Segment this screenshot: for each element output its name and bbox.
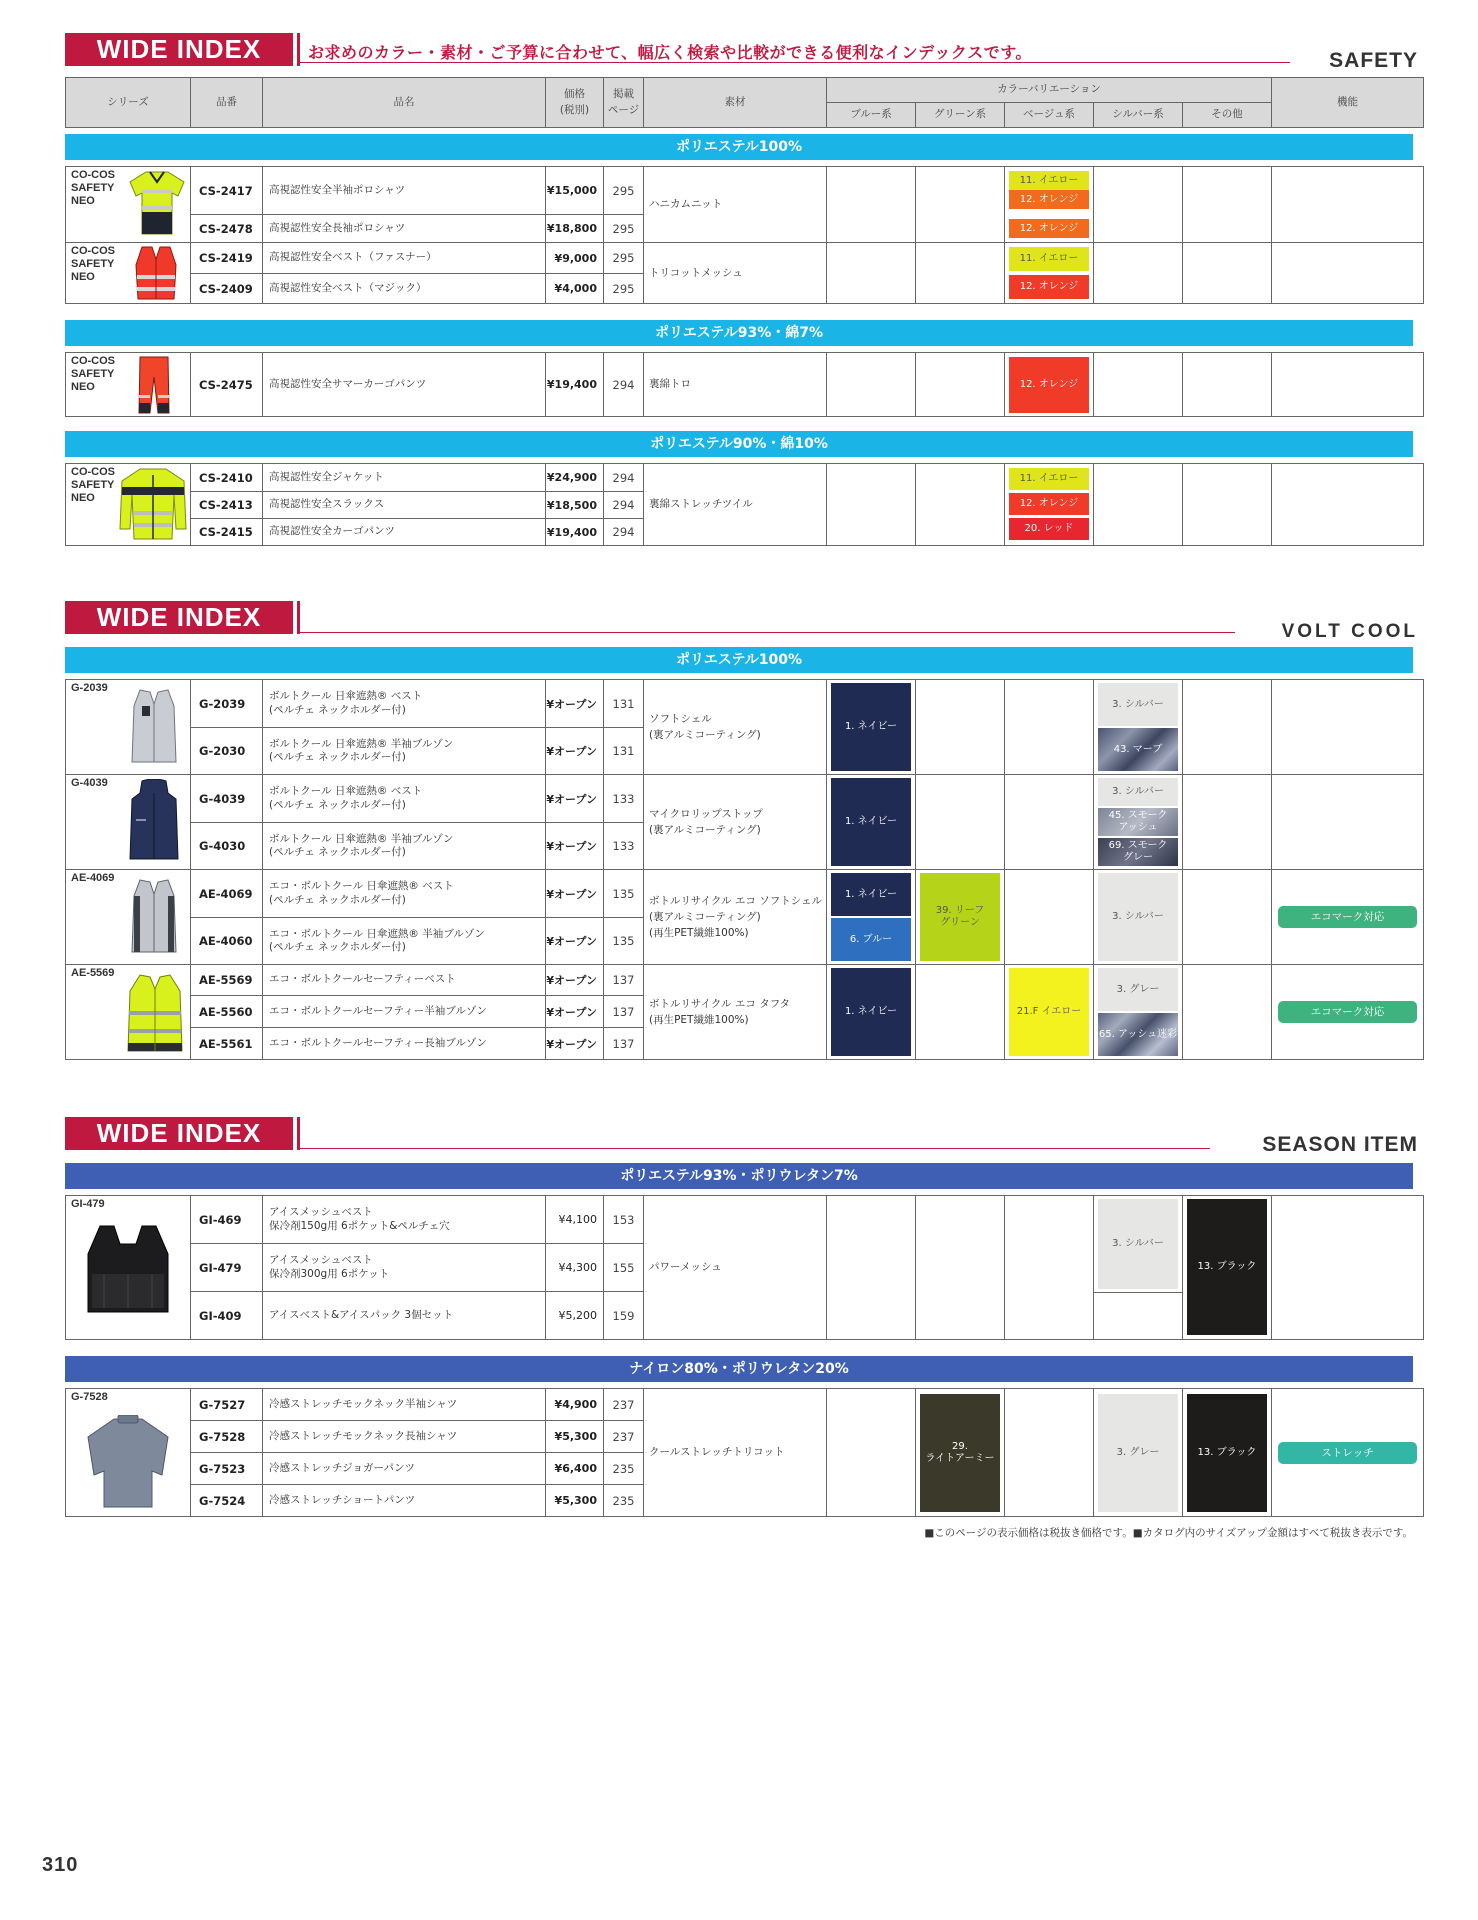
hi-vis-jacket-image xyxy=(118,467,188,541)
blue-cell xyxy=(827,775,916,870)
green-cell xyxy=(916,775,1005,870)
green-cell xyxy=(916,464,1005,546)
safety-table-3 xyxy=(65,463,1424,546)
product-price: ¥オープン xyxy=(546,775,604,823)
product-page: 153 xyxy=(604,1196,644,1244)
product-page: 137 xyxy=(604,1028,644,1060)
swatch-silver: 3. シルバー xyxy=(1098,683,1178,726)
material-cell: パワーメッシュ xyxy=(644,1196,827,1340)
product-price: ¥5,300 xyxy=(546,1485,604,1517)
product-price: ¥オープン xyxy=(546,918,604,965)
product-page: 295 xyxy=(604,215,644,243)
beige-cell xyxy=(1005,167,1094,243)
blue-cell xyxy=(827,1196,916,1340)
product-price: ¥15,000 xyxy=(546,167,604,215)
product-code: G-7528 xyxy=(191,1421,263,1453)
blue-cell xyxy=(827,243,916,304)
footnote: ■このページの表示価格は税抜き価格です。■カタログ内のサイズアップ金額はすべて税抜き表示です。 xyxy=(924,1527,1413,1539)
swatch-ash-camo: 65. アッシュ迷彩 xyxy=(1098,1013,1178,1056)
hdr-beige: ベージュ系 xyxy=(1005,103,1094,128)
product-name: アイスメッシュベスト 保冷剤300g用 6ポケット xyxy=(263,1244,546,1292)
swatch-navy: 1. ネイビー xyxy=(831,778,911,866)
product-code: G-7523 xyxy=(191,1453,263,1485)
product-code: AE-5561 xyxy=(191,1028,263,1060)
hi-vis-safety-vest-image xyxy=(124,973,186,1053)
function-cell xyxy=(1272,243,1424,304)
product-name: 冷感ストレッチショートパンツ xyxy=(263,1485,546,1517)
series-name: AE-4069 xyxy=(71,872,115,884)
gray-vest-image xyxy=(126,688,182,766)
product-code: CS-2478 xyxy=(191,215,263,243)
season-table-1 xyxy=(65,1195,1424,1340)
silver-cell xyxy=(1094,353,1183,417)
hdr-blue: ブルー系 xyxy=(827,103,916,128)
wide-index-badge: WIDE INDEX xyxy=(65,33,293,66)
index-header-table xyxy=(65,77,1424,128)
product-page: 131 xyxy=(604,728,644,775)
product-price: ¥19,400 xyxy=(546,353,604,417)
swatch-yellow: 11. イエロー xyxy=(1009,247,1089,271)
product-price: ¥オープン xyxy=(546,728,604,775)
product-code: G-7524 xyxy=(191,1485,263,1517)
product-name: 高視認性安全半袖ポロシャツ xyxy=(263,167,546,215)
safety-table-1 xyxy=(65,166,1424,304)
polo-shirt-image xyxy=(128,170,186,236)
series-name: G-4039 xyxy=(71,777,108,789)
cargo-pants-image xyxy=(136,355,172,415)
product-name: アイスベスト&アイスパック 3個セット xyxy=(263,1292,546,1340)
function-cell xyxy=(1272,1196,1424,1340)
product-code: CS-2410 xyxy=(191,464,263,492)
product-code: GI-409 xyxy=(191,1292,263,1340)
product-price: ¥24,900 xyxy=(546,464,604,492)
series-name: G-7528 xyxy=(71,1391,108,1403)
swatch-leaf-green: 39. リーフ グリーン xyxy=(920,873,1000,961)
product-page: 237 xyxy=(604,1389,644,1421)
product-page: 294 xyxy=(604,353,644,417)
product-page: 294 xyxy=(604,519,644,546)
hdr-silver: シルバー系 xyxy=(1094,103,1183,128)
beige-cell xyxy=(1005,464,1094,546)
series-name: CO-COS SAFETY NEO xyxy=(71,169,115,207)
series-name: CO-COS SAFETY NEO xyxy=(71,355,115,393)
hdr-other: その他 xyxy=(1183,103,1272,128)
hdr-code: 品番 xyxy=(191,78,263,128)
series-cell xyxy=(66,243,191,304)
product-price: ¥19,400 xyxy=(546,519,604,546)
volt-cool-table xyxy=(65,679,1424,1060)
product-code: CS-2417 xyxy=(191,167,263,215)
series-cell xyxy=(66,464,191,546)
series-name: CO-COS SAFETY NEO xyxy=(71,245,115,283)
function-cell xyxy=(1272,353,1424,417)
product-name: ボルトクール 日傘遮熱® ベスト (ペルチェ ネックホルダー付) xyxy=(263,775,546,823)
other-cell xyxy=(1183,167,1272,243)
swatch-navy: 1. ネイビー xyxy=(831,683,911,771)
product-name: 高視認性安全カーゴパンツ xyxy=(263,519,546,546)
product-name: 高視認性安全ベスト（マジック） xyxy=(263,274,546,304)
silver-cell xyxy=(1094,1389,1183,1517)
gray-vest-image xyxy=(126,878,182,956)
product-code: G-7527 xyxy=(191,1389,263,1421)
material-cell: トリコットメッシュ xyxy=(644,243,827,304)
green-cell xyxy=(916,965,1005,1060)
function-cell xyxy=(1272,167,1424,243)
swatch-divider xyxy=(1094,1292,1182,1293)
series-name: G-2039 xyxy=(71,682,108,694)
beige-cell xyxy=(1005,353,1094,417)
product-code: CS-2415 xyxy=(191,519,263,546)
blue-cell xyxy=(827,965,916,1060)
beige-cell xyxy=(1005,965,1094,1060)
silver-cell xyxy=(1094,965,1183,1060)
product-code: AE-5569 xyxy=(191,965,263,996)
silver-cell xyxy=(1094,464,1183,546)
product-page: 137 xyxy=(604,965,644,996)
function-cell xyxy=(1272,464,1424,546)
product-code: CS-2409 xyxy=(191,274,263,304)
blue-cell xyxy=(827,680,916,775)
product-price: ¥オープン xyxy=(546,870,604,918)
swatch-blue: 6. ブルー xyxy=(831,918,911,961)
hdr-function: 機能 xyxy=(1272,78,1424,128)
blue-cell xyxy=(827,353,916,417)
series-name: CO-COS SAFETY NEO xyxy=(71,466,115,504)
product-code: G-4039 xyxy=(191,775,263,823)
product-name: ボルトクール 日傘遮熱® ベスト (ペルチェ ネックホルダー付) xyxy=(263,680,546,728)
swatch-black: 13. ブラック xyxy=(1187,1394,1267,1512)
category-volt-cool: VOLT COOL xyxy=(1281,621,1418,642)
swatch-smoke-ash: 45. スモーク アッシュ xyxy=(1098,808,1178,836)
other-cell xyxy=(1183,775,1272,870)
silver-cell xyxy=(1094,1196,1183,1340)
hdr-price: 価格 (税別) xyxy=(546,78,604,128)
product-name: ボルトクール 日傘遮熱® 半袖ブルゾン (ペルチェ ネックホルダー付) xyxy=(263,728,546,775)
product-name: 冷感ストレッチモックネック半袖シャツ xyxy=(263,1389,546,1421)
ice-mesh-vest-image xyxy=(80,1224,176,1316)
product-name: ボルトクール 日傘遮熱® 半袖ブルゾン (ペルチェ ネックホルダー付) xyxy=(263,823,546,870)
navy-hooded-vest-image xyxy=(124,779,184,861)
eco-mark-badge: エコマーク対応 xyxy=(1278,1001,1417,1023)
hdr-green: グリーン系 xyxy=(916,103,1005,128)
swatch-gray: 3. グレー xyxy=(1098,968,1178,1011)
product-page: 295 xyxy=(604,243,644,274)
swatch-navy: 1. ネイビー xyxy=(831,968,911,1056)
swatch-silver: 3. シルバー xyxy=(1098,778,1178,806)
silver-cell xyxy=(1094,870,1183,965)
product-name: エコ・ボルトクールセーフティー長袖ブルゾン xyxy=(263,1028,546,1060)
series-cell xyxy=(66,353,191,417)
material-bar: ポリエステル100% xyxy=(65,134,1413,160)
function-cell xyxy=(1272,775,1424,870)
product-name: 高視認性安全スラックス xyxy=(263,492,546,519)
swatch-orange: 12. オレンジ xyxy=(1009,219,1089,238)
season-table-2 xyxy=(65,1388,1424,1517)
material-cell: ソフトシェル (裏アルミコーティング) xyxy=(644,680,827,775)
beige-cell xyxy=(1005,775,1094,870)
safety-vest-image xyxy=(128,245,184,301)
swatch-marble: 43. マーブ xyxy=(1098,728,1178,771)
product-page: 295 xyxy=(604,167,644,215)
swatch-fluorescent-yellow: 21.F イエロー xyxy=(1009,968,1089,1056)
other-cell xyxy=(1183,353,1272,417)
product-code: G-4030 xyxy=(191,823,263,870)
category-season-item: SEASON ITEM xyxy=(1262,1133,1418,1156)
other-cell xyxy=(1183,870,1272,965)
series-cell xyxy=(66,965,191,1060)
product-name: アイスメッシュベスト 保冷剤150g用 6ポケット&ペルチェ穴 xyxy=(263,1196,546,1244)
blue-cell xyxy=(827,464,916,546)
product-code: AE-4060 xyxy=(191,918,263,965)
product-page: 295 xyxy=(604,274,644,304)
beige-cell xyxy=(1005,1196,1094,1340)
product-page: 133 xyxy=(604,823,644,870)
other-cell xyxy=(1183,965,1272,1060)
product-code: GI-479 xyxy=(191,1244,263,1292)
other-cell xyxy=(1183,1196,1272,1340)
material-bar: ポリエステル93%・ポリウレタン7% xyxy=(65,1163,1413,1189)
swatch-silver: 3. シルバー xyxy=(1098,1199,1178,1289)
product-page: 135 xyxy=(604,918,644,965)
swatch-silver: 3. シルバー xyxy=(1098,873,1178,961)
series-cell xyxy=(66,680,191,775)
material-bar: ポリエステル90%・綿10% xyxy=(65,431,1413,457)
other-cell xyxy=(1183,243,1272,304)
product-page: 135 xyxy=(604,870,644,918)
swatch-orange: 12. オレンジ xyxy=(1009,275,1089,299)
green-cell xyxy=(916,1196,1005,1340)
product-name: 冷感ストレッチモックネック長袖シャツ xyxy=(263,1421,546,1453)
function-cell xyxy=(1272,965,1424,1060)
product-page: 159 xyxy=(604,1292,644,1340)
product-code: AE-5560 xyxy=(191,996,263,1028)
product-name: エコ・ボルトクールセーフティー半袖ブルゾン xyxy=(263,996,546,1028)
blue-cell xyxy=(827,870,916,965)
product-name: 高視認性安全ジャケット xyxy=(263,464,546,492)
header-rule xyxy=(300,632,1235,633)
safety-table-2 xyxy=(65,352,1424,417)
function-cell xyxy=(1272,680,1424,775)
green-cell xyxy=(916,870,1005,965)
beige-cell xyxy=(1005,680,1094,775)
material-cell: ボトルリサイクル エコ ソフトシェル (裏アルミコーティング) (再生PET繊維100%) xyxy=(644,870,827,965)
other-cell xyxy=(1183,1389,1272,1517)
product-price: ¥オープン xyxy=(546,1028,604,1060)
hdr-page: 掲載 ページ xyxy=(604,78,644,128)
beige-cell xyxy=(1005,1389,1094,1517)
product-price: ¥9,000 xyxy=(546,243,604,274)
swatch-yellow: 11. イエロー xyxy=(1009,171,1089,190)
swatch-black: 13. ブラック xyxy=(1187,1199,1267,1335)
function-cell xyxy=(1272,870,1424,965)
other-cell xyxy=(1183,464,1272,546)
hdr-color-variation: カラーバリエーション xyxy=(827,78,1272,103)
product-name: 高視認性安全ベスト（ファスナー） xyxy=(263,243,546,274)
series-cell xyxy=(66,775,191,870)
product-price: ¥4,000 xyxy=(546,274,604,304)
blue-cell xyxy=(827,1389,916,1517)
green-cell xyxy=(916,680,1005,775)
product-price: ¥オープン xyxy=(546,965,604,996)
series-name: AE-5569 xyxy=(71,967,115,979)
product-page: 235 xyxy=(604,1453,644,1485)
product-code: CS-2475 xyxy=(191,353,263,417)
product-page: 237 xyxy=(604,1421,644,1453)
green-cell xyxy=(916,167,1005,243)
other-cell xyxy=(1183,680,1272,775)
series-cell xyxy=(66,870,191,965)
product-price: ¥オープン xyxy=(546,680,604,728)
product-name: 高視認性安全長袖ポロシャツ xyxy=(263,215,546,243)
beige-cell xyxy=(1005,243,1094,304)
hdr-series: シリーズ xyxy=(66,78,191,128)
product-name: エコ・ボルトクールセーフティーベスト xyxy=(263,965,546,996)
product-price: ¥5,300 xyxy=(546,1421,604,1453)
swatch-navy: 1. ネイビー xyxy=(831,873,911,916)
product-code: AE-4069 xyxy=(191,870,263,918)
material-cell: クールストレッチトリコット xyxy=(644,1389,827,1517)
product-price: ¥4,100 xyxy=(546,1196,604,1244)
green-cell xyxy=(916,243,1005,304)
product-price: ¥18,800 xyxy=(546,215,604,243)
product-name: エコ・ボルトクール 日傘遮熱® ベスト (ペルチェ ネックホルダー付) xyxy=(263,870,546,918)
stretch-badge: ストレッチ xyxy=(1278,1442,1417,1464)
series-cell xyxy=(66,1389,191,1517)
silver-cell xyxy=(1094,167,1183,243)
header-rule xyxy=(300,1148,1210,1149)
material-cell: マイクロリップストップ (裏アルミコーティング) xyxy=(644,775,827,870)
product-code: CS-2419 xyxy=(191,243,263,274)
swatch-gray: 3. グレー xyxy=(1098,1394,1178,1512)
material-cell: 裏綿ストレッチツイル xyxy=(644,464,827,546)
page-number: 310 xyxy=(42,1854,79,1876)
product-name: エコ・ボルトクール 日傘遮熱® 半袖ブルゾン (ペルチェ ネックホルダー付) xyxy=(263,918,546,965)
intro-text: お求めのカラー・素材・ご予算に合わせて、幅広く検索や比較ができる便利なインデックスです。 xyxy=(308,43,1032,62)
product-code: G-2039 xyxy=(191,680,263,728)
product-price: ¥18,500 xyxy=(546,492,604,519)
swatch-orange: 12. オレンジ xyxy=(1009,493,1089,515)
series-name: GI-479 xyxy=(71,1198,105,1210)
product-price: ¥4,300 xyxy=(546,1244,604,1292)
beige-cell xyxy=(1005,870,1094,965)
material-cell: 裏綿トロ xyxy=(644,353,827,417)
hdr-material: 素材 xyxy=(644,78,827,128)
product-name: 冷感ストレッチジョガーパンツ xyxy=(263,1453,546,1485)
material-cell: ボトルリサイクル エコ タフタ (再生PET繊維100%) xyxy=(644,965,827,1060)
series-cell xyxy=(66,167,191,243)
wide-index-badge: WIDE INDEX xyxy=(65,601,293,634)
product-page: 137 xyxy=(604,996,644,1028)
material-bar: ポリエステル93%・綿7% xyxy=(65,320,1413,346)
material-bar: ナイロン80%・ポリウレタン20% xyxy=(65,1356,1413,1382)
product-price: ¥オープン xyxy=(546,996,604,1028)
green-cell xyxy=(916,1389,1005,1517)
product-price: ¥4,900 xyxy=(546,1389,604,1421)
product-code: CS-2413 xyxy=(191,492,263,519)
blue-cell xyxy=(827,167,916,243)
product-name: 高視認性安全サマーカーゴパンツ xyxy=(263,353,546,417)
gray-mock-neck-shirt-image xyxy=(84,1415,172,1509)
product-price: ¥6,400 xyxy=(546,1453,604,1485)
silver-cell xyxy=(1094,680,1183,775)
green-cell xyxy=(916,353,1005,417)
hdr-name: 品名 xyxy=(263,78,546,128)
product-code: G-2030 xyxy=(191,728,263,775)
silver-cell xyxy=(1094,243,1183,304)
wide-index-badge: WIDE INDEX xyxy=(65,1117,293,1150)
product-page: 133 xyxy=(604,775,644,823)
material-bar: ポリエステル100% xyxy=(65,647,1413,673)
swatch-orange: 12. オレンジ xyxy=(1009,190,1089,209)
product-page: 294 xyxy=(604,492,644,519)
header-rule xyxy=(300,62,1290,63)
swatch-orange: 12. オレンジ xyxy=(1009,357,1089,413)
product-page: 294 xyxy=(604,464,644,492)
swatch-light-army: 29. ライトアーミー xyxy=(920,1394,1000,1512)
product-price: ¥5,200 xyxy=(546,1292,604,1340)
silver-cell xyxy=(1094,775,1183,870)
product-page: 235 xyxy=(604,1485,644,1517)
product-page: 155 xyxy=(604,1244,644,1292)
product-price: ¥オープン xyxy=(546,823,604,870)
category-safety: SAFETY xyxy=(1329,49,1418,72)
product-page: 131 xyxy=(604,680,644,728)
swatch-yellow: 11. イエロー xyxy=(1009,468,1089,490)
material-cell: ハニカムニット xyxy=(644,167,827,243)
swatch-red: 20. レッド xyxy=(1009,518,1089,540)
swatch-smoke-gray: 69. スモーク グレー xyxy=(1098,838,1178,866)
product-code: GI-469 xyxy=(191,1196,263,1244)
series-cell xyxy=(66,1196,191,1340)
eco-mark-badge: エコマーク対応 xyxy=(1278,906,1417,928)
function-cell xyxy=(1272,1389,1424,1517)
